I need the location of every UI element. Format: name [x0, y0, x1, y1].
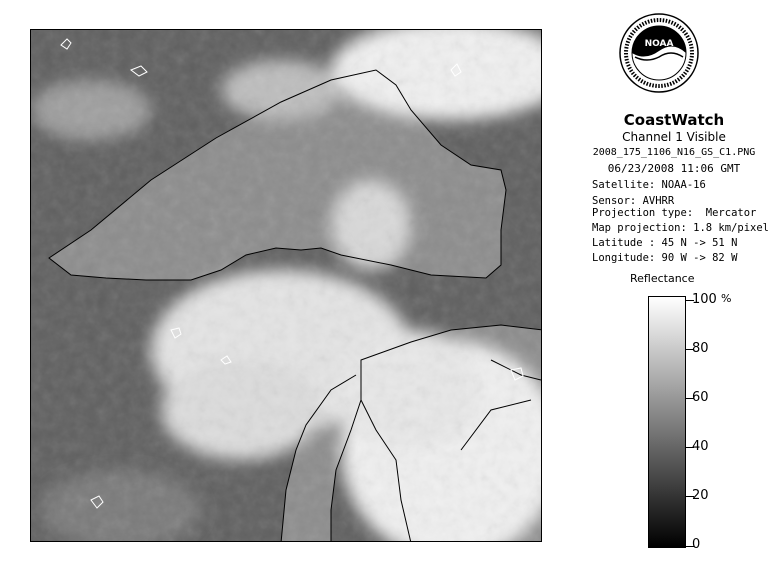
reflectance-colorbar [648, 296, 686, 548]
colorbar-tick-label: 100 [692, 292, 717, 307]
noaa-logo [619, 13, 699, 93]
acquisition-datetime: 06/23/2008 11:06 GMT [607, 162, 741, 175]
map-projection-label: Map projection: 1.8 km/pixel [592, 222, 770, 234]
file-name: 2008_175_1106_N16_GS_C1.PNG [592, 147, 756, 158]
projection-type-label: Projection type: Mercator [592, 207, 757, 219]
latitude-label: Latitude : 45 N -> 51 N [592, 237, 738, 249]
colorbar-tick-label: 20 [692, 488, 709, 503]
satellite-label: Satellite: NOAA-16 [592, 179, 706, 191]
sensor-label: Sensor: AVHRR [592, 195, 675, 207]
colorbar-unit: % [721, 292, 732, 305]
colorbar-tick-label: 0 [692, 537, 701, 552]
longitude-label: Longitude: 90 W -> 82 W [592, 252, 738, 264]
noaa-emblem [619, 13, 699, 93]
colorbar-tick-label: 60 [692, 390, 709, 405]
channel-label: Channel 1 Visible [622, 130, 726, 144]
satellite-map-graphic [31, 30, 542, 542]
colorbar-title: Reflectance [630, 272, 695, 285]
colorbar-tick-label: 40 [692, 439, 709, 454]
satellite-image [30, 29, 542, 542]
colorbar-tick-label: 80 [692, 341, 709, 356]
logo-center-text: NOAA [644, 39, 674, 49]
brand-title: CoastWatch [623, 111, 725, 129]
